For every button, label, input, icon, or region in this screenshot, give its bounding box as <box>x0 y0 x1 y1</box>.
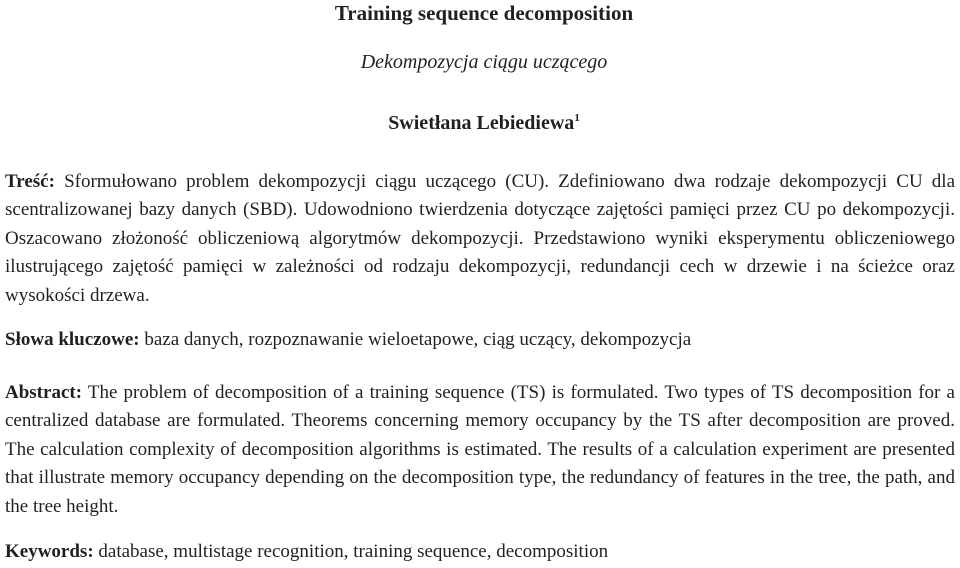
abstract-label: Abstract: <box>5 382 83 403</box>
streszczenie-paragraph <box>5 168 955 310</box>
slowa-kluczowe-label: Słowa kluczowe: <box>5 329 140 350</box>
paper-title: Training sequence decomposition <box>334 1 634 25</box>
keywords-label: Keywords: <box>5 541 94 562</box>
slowa-kluczowe-text: baza danych, rozpoznawanie wieloetapowe, ciąg uczący, dekompozycja <box>144 329 692 350</box>
streszczenie-label: Treść: <box>5 171 55 192</box>
slowa-kluczowe-paragraph <box>5 326 955 354</box>
author-name: Swietłana Lebiediewa <box>388 112 575 134</box>
abstract-text: The problem of decomposition of a training sequence (TS) is formulated. Two types of TS decomposition for a centralized database are formulated. Theorems concerning memory occupancy by the TS after decomposition are proved. The calculation complexity of decomposition algorithms is estimated. The results of a calculation experiment are presented that illustrate memory occupancy depending on the decomposition type, the redundancy of features in the tree, the path, and the tree height. <box>5 382 955 517</box>
keywords-paragraph <box>5 538 955 566</box>
author-affiliation-mark: 1 <box>574 112 580 124</box>
keywords-text: database, multistage recognition, training sequence, decomposition <box>98 541 609 562</box>
abstract-paragraph <box>5 379 955 521</box>
streszczenie-text: Sformułowano problem dekompozycji ciągu uczącego (CU). Zdefiniowano dwa rodzaje dekompozycji CU dla scentralizowanej bazy danych (SBD). Udowodniono twierdzenia dotyczące zajętości pamięci przez CU po dekompozycji. Oszacowano złożoność obliczeniową algorytmów dekompozycji. Przedstawiono wyniki eksperymentu obliczeniowego ilustrującego zajętość pamięci w zależności od rodzaju dekompozycji, redundancji cech w drzewie i na ścieżce oraz wysokości drzewa. <box>5 171 956 306</box>
author-line <box>0 110 960 136</box>
paper-subtitle-polish: Dekompozycja ciągu uczącego <box>360 51 608 73</box>
